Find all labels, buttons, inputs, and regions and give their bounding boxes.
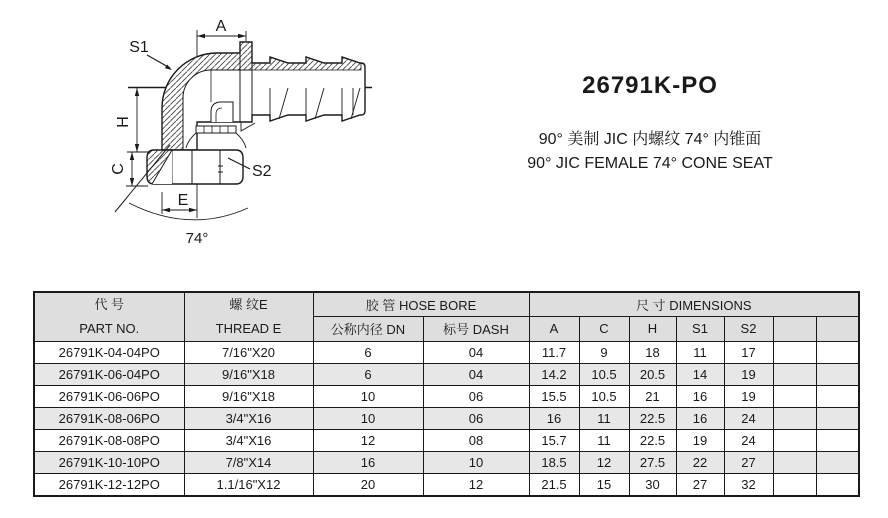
table-cell xyxy=(773,386,816,408)
fitting-drawing xyxy=(100,14,380,258)
table-cell: 26791K-06-04PO xyxy=(34,364,184,386)
table-row xyxy=(34,452,859,474)
table-cell: 19 xyxy=(724,364,773,386)
product-subtitle-cn: 90° 美制 JIC 内螺纹 74° 内锥面 xyxy=(538,131,762,148)
table-cell: 9/16"X18 xyxy=(184,386,313,408)
table-cell: 3/4"X16 xyxy=(184,430,313,452)
table-cell: 30 xyxy=(629,474,676,496)
table-cell: 26791K-08-06PO xyxy=(34,408,184,430)
table-cell: 22.5 xyxy=(629,408,676,430)
dimension-s1 xyxy=(129,39,172,70)
table-cell: 12 xyxy=(579,452,629,474)
table-cell: 32 xyxy=(724,474,773,496)
fitting-body xyxy=(162,42,365,150)
table-row xyxy=(34,386,859,408)
product-subtitle-en: 90° JIC FEMALE 74° CONE SEAT xyxy=(527,155,773,172)
col-group-dimensions: 尺 寸 DIMENSIONS xyxy=(529,292,859,316)
table-cell: 26791K-04-04PO xyxy=(34,342,184,364)
table-cell: 08 xyxy=(423,430,529,452)
table-row xyxy=(34,342,859,364)
table-cell: 24 xyxy=(724,430,773,452)
table-cell: 21 xyxy=(629,386,676,408)
table-cell xyxy=(773,342,816,364)
table-cell: 06 xyxy=(423,386,529,408)
dimension-h xyxy=(115,88,150,152)
header-row-groups xyxy=(34,292,859,316)
table-cell: 04 xyxy=(423,342,529,364)
table-cell: 26791K-12-12PO xyxy=(34,474,184,496)
table-row xyxy=(34,474,859,496)
table-cell xyxy=(773,452,816,474)
table-cell: 11 xyxy=(676,342,724,364)
table-cell: 18 xyxy=(629,342,676,364)
table-row xyxy=(34,430,859,452)
table-cell: 10.5 xyxy=(579,364,629,386)
dim-label-h: H xyxy=(115,116,132,128)
col-header-c: C xyxy=(579,316,629,341)
table-cell: 7/16"X20 xyxy=(184,342,313,364)
table-cell xyxy=(816,452,859,474)
table-cell: 19 xyxy=(724,386,773,408)
table-cell: 11 xyxy=(579,408,629,430)
col-header-s2: S2 xyxy=(724,316,773,341)
dim-label-a: A xyxy=(215,18,227,35)
product-model: 26791K-PO xyxy=(582,72,718,99)
dimension-e xyxy=(162,192,197,214)
dimension-c xyxy=(110,152,148,186)
table-cell: 7/8"X14 xyxy=(184,452,313,474)
table-cell: 26791K-06-06PO xyxy=(34,386,184,408)
table-cell: 15 xyxy=(579,474,629,496)
angle-label-74: 74° xyxy=(185,230,209,247)
col-header-a: A xyxy=(529,316,579,341)
dim-label-e: E xyxy=(177,192,189,209)
dim-label-s1: S1 xyxy=(129,39,149,56)
table-cell: 27.5 xyxy=(629,452,676,474)
table-cell: 14.2 xyxy=(529,364,579,386)
table-cell: 26791K-08-08PO xyxy=(34,430,184,452)
table-cell: 6 xyxy=(313,342,423,364)
table-cell: 12 xyxy=(313,430,423,452)
dim-label-c: C xyxy=(110,163,127,175)
product-heading xyxy=(440,72,860,173)
col-header-part-no-en: PART NO. xyxy=(79,321,140,336)
col-header-blank-2 xyxy=(816,316,859,341)
table-cell: 27 xyxy=(676,474,724,496)
table-cell xyxy=(773,430,816,452)
swivel-insert xyxy=(211,102,233,122)
table-cell xyxy=(816,408,859,430)
collar-hatch xyxy=(240,42,252,70)
table-cell: 10.5 xyxy=(579,386,629,408)
dim-label-s2: S2 xyxy=(252,163,272,180)
table-cell: 16 xyxy=(313,452,423,474)
col-header-dn: 公称内径 DN xyxy=(313,316,423,341)
table-cell: 04 xyxy=(423,364,529,386)
table-cell: 11.7 xyxy=(529,342,579,364)
col-header-blank-1 xyxy=(773,316,816,341)
table-cell: 17 xyxy=(724,342,773,364)
table-cell: 10 xyxy=(423,452,529,474)
table-cell xyxy=(773,408,816,430)
table-cell: 20 xyxy=(313,474,423,496)
table-cell xyxy=(816,474,859,496)
table-cell xyxy=(773,364,816,386)
table-cell: 27 xyxy=(724,452,773,474)
table-cell: 24 xyxy=(724,408,773,430)
table-cell: 10 xyxy=(313,386,423,408)
spec-table-body xyxy=(34,342,859,496)
table-row xyxy=(34,364,859,386)
col-header-thread xyxy=(184,292,313,342)
table-cell: 9/16"X18 xyxy=(184,364,313,386)
table-cell: 6 xyxy=(313,364,423,386)
col-header-part-no xyxy=(34,292,184,342)
col-header-h: H xyxy=(629,316,676,341)
col-header-thread-cn: 螺 纹E xyxy=(229,297,268,312)
col-header-part-no-cn: 代 号 xyxy=(94,297,125,312)
table-cell: 11 xyxy=(579,430,629,452)
dimension-a xyxy=(197,18,246,41)
table-cell xyxy=(816,386,859,408)
table-cell: 26791K-10-10PO xyxy=(34,452,184,474)
shank-wall-hatch xyxy=(252,57,361,70)
col-header-thread-en: THREAD E xyxy=(215,321,282,336)
table-cell: 06 xyxy=(423,408,529,430)
table-cell: 10 xyxy=(313,408,423,430)
table-cell: 20.5 xyxy=(629,364,676,386)
col-header-dash: 标号 DASH xyxy=(423,316,529,341)
table-cell: 12 xyxy=(423,474,529,496)
table-cell xyxy=(773,474,816,496)
table-cell: 22 xyxy=(676,452,724,474)
table-cell xyxy=(816,364,859,386)
table-row xyxy=(34,408,859,430)
table-cell: 1.1/16"X12 xyxy=(184,474,313,496)
col-group-hose-bore: 胶 管 HOSE BORE xyxy=(313,292,529,316)
table-cell: 15.5 xyxy=(529,386,579,408)
table-cell: 3/4"X16 xyxy=(184,408,313,430)
table-cell: 16 xyxy=(676,386,724,408)
table-cell: 22.5 xyxy=(629,430,676,452)
table-cell xyxy=(816,430,859,452)
table-cell: 14 xyxy=(676,364,724,386)
table-cell xyxy=(816,342,859,364)
table-cell: 21.5 xyxy=(529,474,579,496)
table-cell: 16 xyxy=(529,408,579,430)
col-header-s1: S1 xyxy=(676,316,724,341)
table-cell: 16 xyxy=(676,408,724,430)
table-cell: 19 xyxy=(676,430,724,452)
spec-table xyxy=(33,291,860,497)
table-cell: 9 xyxy=(579,342,629,364)
table-cell: 18.5 xyxy=(529,452,579,474)
table-cell: 15.7 xyxy=(529,430,579,452)
